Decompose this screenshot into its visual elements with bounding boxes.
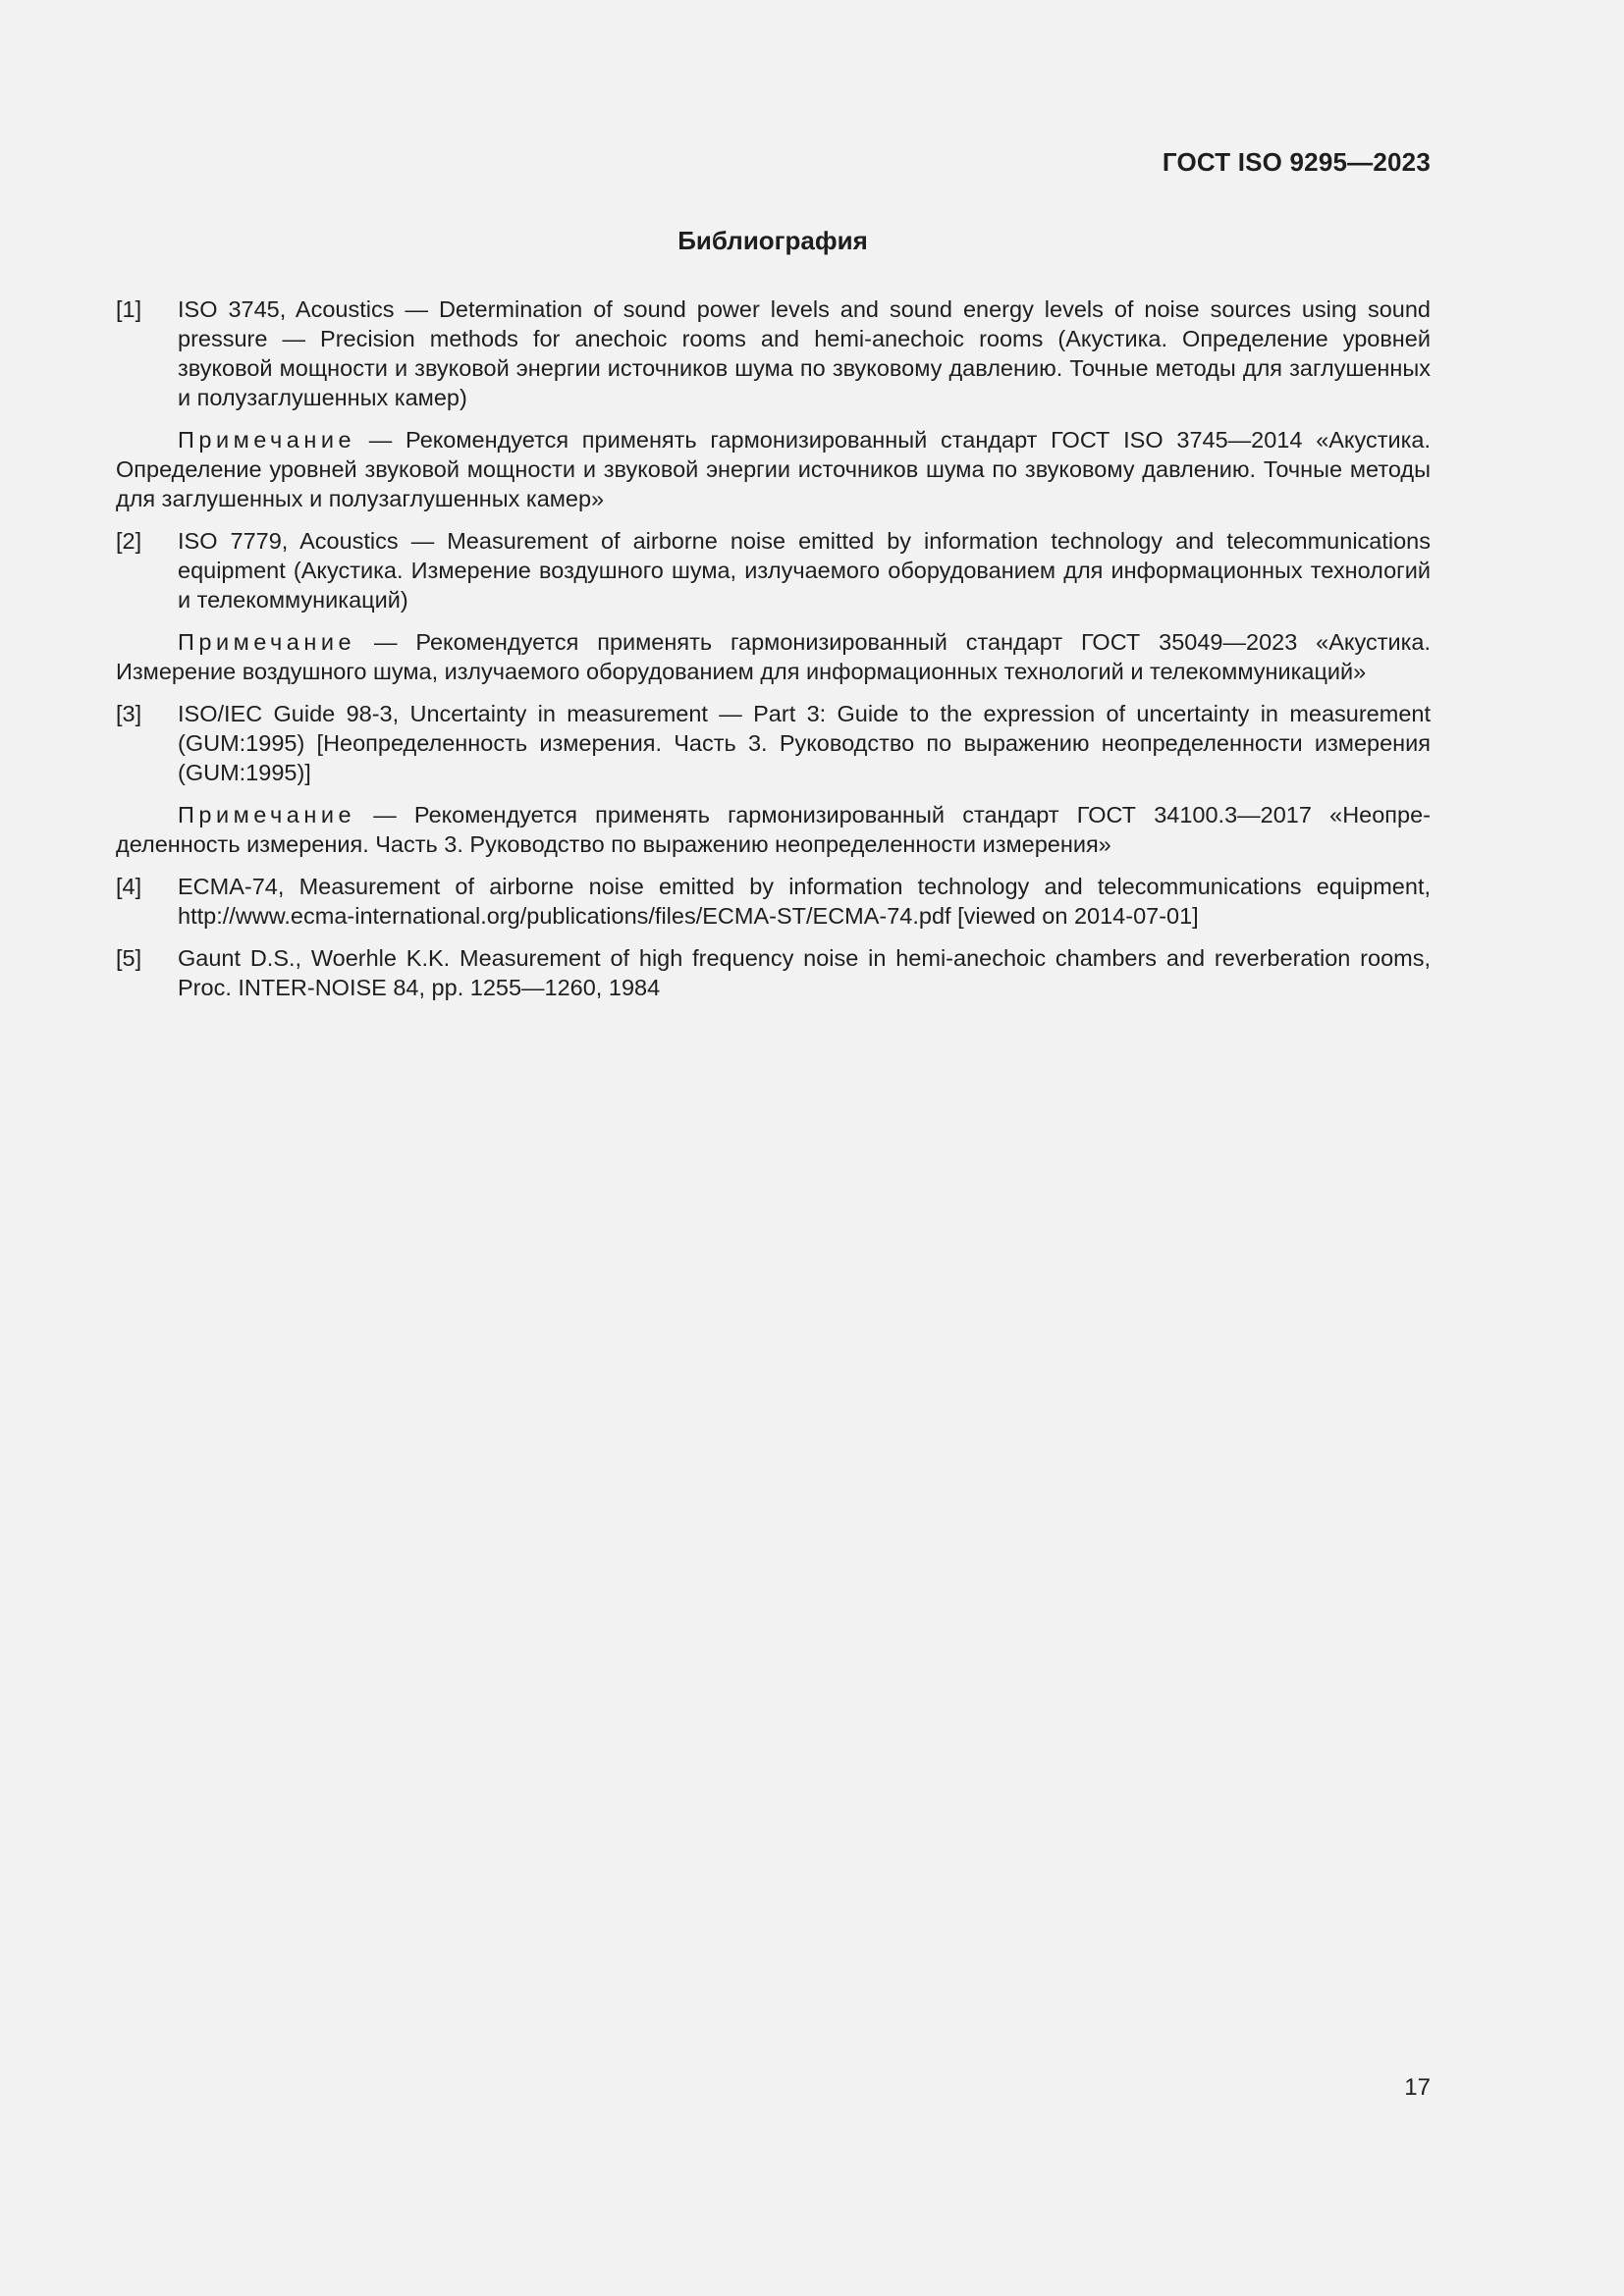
bibliography-entry — [116, 872, 1431, 931]
entry-number: [2] — [116, 528, 142, 554]
entry-note — [116, 800, 1431, 859]
note-label: Примечание — [178, 427, 356, 453]
note-label: Примечание — [178, 629, 356, 655]
note-label: Примечание — [178, 802, 356, 828]
bibliography-entry — [116, 943, 1431, 1002]
entry-text: ISO 3745, Acoustics — Determination of sound power levels and sound energy levels of noise sources using sound pressure — Precision methods for anechoic rooms and hemi-anechoic rooms (Акустика. Определение уровней звуковой мощности и звуковой энергии источников шума по звуковому давлению. Точные методы для заглушенных и полузаглушенных камер) — [178, 296, 1431, 410]
note-text: — Рекомендуется применять гармонизированный стандарт ГОСТ 35049—2023 «Акустика. Измерение воздушного шума, излучаемого оборудованием для информационных технологий и телекоммуникаций» — [116, 629, 1431, 684]
entry-text: ISO/IEC Guide 98-3, Uncertainty in measurement — Part 3: Guide to the expression of uncertainty in measurement (GUM:1995) [Неопределенность измерения. Часть 3. Руководство по выражению неопределенности измерения (GUM:1995)] — [178, 701, 1431, 785]
bibliography-entry — [116, 526, 1431, 614]
entry-text: ECMA-74, Measurement of airborne noise emitted by information technology and telecommunications equipment, http://www.ecma-international.org/publications/files/ECMA-ST/ECMA-74.pdf [viewed on 2014-07-01] — [178, 874, 1431, 929]
document-code: ГОСТ ISO 9295—2023 — [1162, 147, 1431, 177]
entry-note — [116, 627, 1431, 686]
bibliography-entry — [116, 699, 1431, 787]
entry-number: [4] — [116, 874, 142, 899]
entry-note — [116, 425, 1431, 513]
entry-text: Gaunt D.S., Woerhle K.K. Measurement of high frequency noise in hemi-anechoic chambers and reverberation rooms, Proc. INTER-NOISE 84, pp. 1255—1260, 1984 — [178, 945, 1431, 1000]
bibliography-title: Библиография — [677, 226, 868, 255]
bibliography-list — [116, 294, 1431, 1015]
note-text: — Рекомендуется применять гармонизированный стандарт ГОСТ ISO 3745—2014 «Акустика. Определение уровней звуковой мощности и звуковой энергии источников шума по звуковому давлению. Точные методы для заглушенных и полузаглушенных камер» — [116, 427, 1432, 511]
page-number: 17 — [1404, 2074, 1431, 2101]
entry-number: [3] — [116, 701, 142, 726]
entry-number: [1] — [116, 296, 142, 322]
bibliography-entry — [116, 294, 1431, 412]
entry-text: ISO 7779, Acoustics — Measurement of airborne noise emitted by information technology and telecommunications equipment (Акустика. Измерение воздушного шума, излучаемого оборудованием для информационных технологий и телекоммуникаций) — [178, 528, 1431, 613]
entry-number: [5] — [116, 945, 142, 971]
note-text: — Рекомендуется применять гармонизированный стандарт ГОСТ 34100.3—2017 «Неопределенность измерения. Часть 3. Руководство по выражению неопределенности измерения» — [116, 802, 1431, 857]
